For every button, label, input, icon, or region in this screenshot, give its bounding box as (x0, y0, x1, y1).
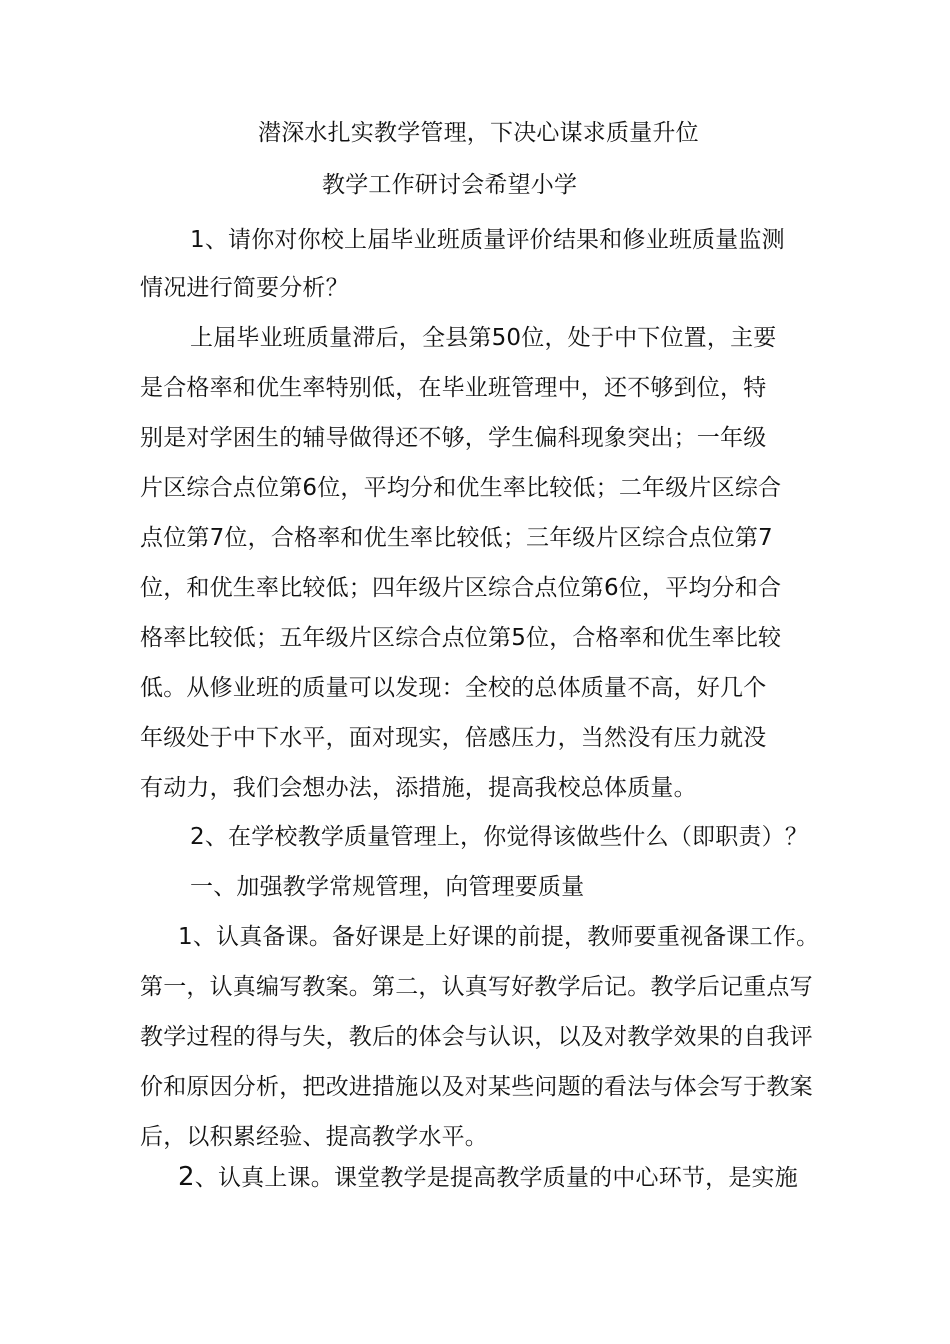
section-1-heading: 一、加强教学常规管理，向管理要质量 (190, 874, 585, 900)
answer-1-line-4: 片区综合点位第6位，平均分和优生率比较低；二年级片区综合 (140, 475, 782, 501)
item-1-line-3: 教学过程的得与失，教后的体会与认识，以及对教学效果的自我评 (140, 1024, 813, 1050)
item-2-number: 2 (178, 1162, 195, 1192)
item-2-line-1 (178, 1162, 798, 1193)
item-1-line-4: 价和原因分析，把改进措施以及对某些问题的看法与体会写于教案 (140, 1074, 813, 1100)
answer-1-line-1: 上届毕业班质量滞后，全县第50位，处于中下位置，主要 (190, 325, 777, 351)
item-1-line-5: 后，以积累经验、提高教学水平。 (140, 1124, 488, 1150)
answer-1-line-6: 位，和优生率比较低；四年级片区综合点位第6位，平均分和合 (140, 575, 782, 601)
question-1-line-1: 1、请你对你校上届毕业班质量评价结果和修业班质量监测 (190, 227, 785, 253)
item-1-line-1: 1、认真备课。备好课是上好课的前提，教师要重视备课工作。 (178, 924, 820, 950)
question-2: 2、在学校教学质量管理上，你觉得该做些什么（即职责）？ (190, 824, 809, 850)
answer-1-line-10: 有动力，我们会想办法，添措施，提高我校总体质量。 (140, 775, 697, 801)
answer-1-line-7: 格率比较低；五年级片区综合点位第5位，合格率和优生率比较 (140, 625, 782, 651)
answer-1-line-9: 年级处于中下水平，面对现实，倍感压力，当然没有压力就没 (140, 725, 767, 751)
answer-1-line-3: 别是对学困生的辅导做得还不够，学生偏科现象突出；一年级 (140, 425, 767, 451)
answer-1-line-8: 低。从修业班的质量可以发现：全校的总体质量不高，好几个 (140, 675, 767, 701)
item-2-text: 、认真上课。课堂教学是提高教学质量的中心环节，是实施 (194, 1165, 798, 1191)
answer-1-line-2: 是合格率和优生率特别低，在毕业班管理中，还不够到位，特 (140, 375, 767, 401)
answer-1-line-5: 点位第7位，合格率和优生率比较低；三年级片区综合点位第7 (140, 525, 773, 551)
item-1-line-2: 第一，认真编写教案。第二，认真写好教学后记。教学后记重点写 (140, 974, 813, 1000)
document-title: 潜深水扎实教学管理，下决心谋求质量升位 (258, 120, 699, 146)
question-1-line-2: 情况进行简要分析？ (140, 275, 349, 301)
document-subtitle: 教学工作研讨会希望小学 (322, 172, 578, 198)
